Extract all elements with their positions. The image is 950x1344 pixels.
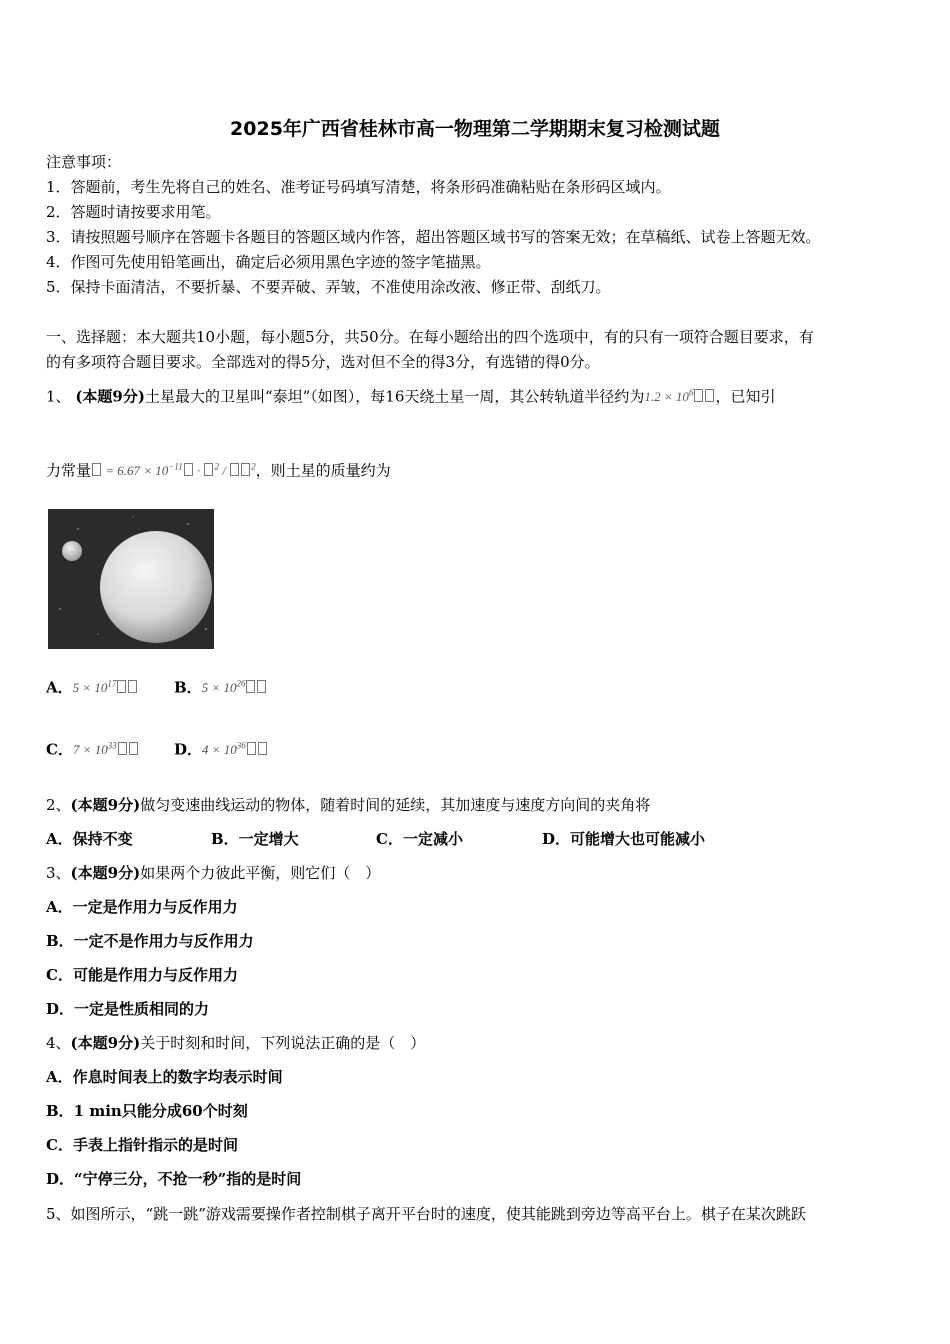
question-1-number: 1、: [46, 387, 71, 406]
saturn-planet: [100, 531, 212, 643]
page-title: 2025年广西省桂林市高一物理第二学期期末复习检测试题: [230, 118, 720, 140]
question-1-option-b[interactable]: B．$5 \times 10^{26}$: [174, 674, 267, 698]
titan-moon: [62, 541, 82, 561]
question-1-option-c[interactable]: C．$7 \times 10^{33}$: [46, 736, 139, 760]
question-1-text-c: 力常量: [46, 461, 92, 480]
question-4-option-d[interactable]: D．“宁停三分，不抢一秒”指的是时间: [46, 1170, 302, 1188]
notice-heading: 注意事项：: [46, 153, 122, 171]
question-5: 5、如图所示，“跳一跳”游戏需要操作者控制棋子离开平台时的速度，使其能跳到旁边等高平台上。棋子在某次跳跃: [46, 1205, 806, 1223]
question-2-option-a[interactable]: A．保持不变: [46, 830, 133, 848]
gravitational-constant-formula: = $6.67 \times 10^{-11} \cdot ^2 / ^2$: [91, 463, 256, 478]
question-2-option-c[interactable]: C．一定减小: [376, 830, 463, 848]
notice-item-2: 2．答题时请按要求用笔。: [46, 203, 221, 221]
question-1-option-d[interactable]: D．$4 \times 10^{36}$: [174, 736, 268, 760]
question-1-option-a[interactable]: A．$5 \times 10^{17}$: [46, 674, 138, 698]
question-1-text-b: ，已知引: [715, 387, 776, 406]
question-3-option-a[interactable]: A．一定是作用力与反作用力: [46, 898, 238, 916]
question-3-option-c[interactable]: C．可能是作用力与反作用力: [46, 966, 238, 984]
question-1-text-a: 土星最大的卫星叫“泰坦”（如图），每16天绕土星一周，其公转轨道半径约为: [144, 387, 645, 406]
question-3-option-d[interactable]: D．一定是性质相同的力: [46, 1000, 210, 1018]
question-1-line2: [46, 457, 391, 481]
question-2: 2、(本题9分)做匀变速曲线运动的物体，随着时间的延续，其加速度与速度方向间的夹角将: [46, 796, 651, 814]
question-4-option-a[interactable]: A．作息时间表上的数字均表示时间: [46, 1068, 283, 1086]
notice-item-3: 3．请按照题号顺序在答题卡各题目的答题区域内作答，超出答题区域书写的答案无效；在草稿纸、试卷上答题无效。: [46, 228, 821, 246]
question-2-option-b[interactable]: B．一定增大: [211, 830, 299, 848]
question-4: 4、(本题9分)关于时刻和时间，下列说法正确的是（ ）: [46, 1034, 426, 1052]
notice-item-5: 5．保持卡面清洁，不要折暴、不要弄破、弄皱，不准使用涂改液、修正带、刮纸刀。: [46, 278, 611, 296]
question-1-score: (本题9分): [75, 387, 145, 406]
question-4-option-b[interactable]: B．1 min只能分成60个时刻: [46, 1102, 248, 1120]
notice-item-1: 1．答题前，考生先将自己的姓名、准考证号码填写清楚，将条形码准确粘贴在条形码区域内。: [46, 178, 671, 196]
question-4-option-c[interactable]: C．手表上指针指示的是时间: [46, 1136, 238, 1154]
question-3: 3、(本题9分)如果两个力彼此平衡，则它们（ ）: [46, 864, 381, 882]
question-1-text-d: ，则土星的质量约为: [255, 461, 391, 480]
orbit-radius-formula: $1.2 \times 10^6$: [644, 389, 715, 404]
saturn-titan-image: [48, 509, 214, 649]
question-2-option-d[interactable]: D．可能增大也可能减小: [542, 830, 706, 848]
question-1-line1: [46, 383, 775, 407]
notice-item-4: 4．作图可先使用铅笔画出，确定后必须用黑色字迹的签字笔描黑。: [46, 253, 491, 271]
question-3-option-b[interactable]: B．一定不是作用力与反作用力: [46, 932, 254, 950]
section1-intro-line1: 一、选择题：本大题共10小题，每小题5分，共50分。在每小题给出的四个选项中，有的只有一项符合题目要求，有: [46, 328, 814, 346]
section1-intro-line2: 的有多项符合题目要求。全部选对的得5分，选对但不全的得3分，有选错的得0分。: [46, 353, 600, 371]
